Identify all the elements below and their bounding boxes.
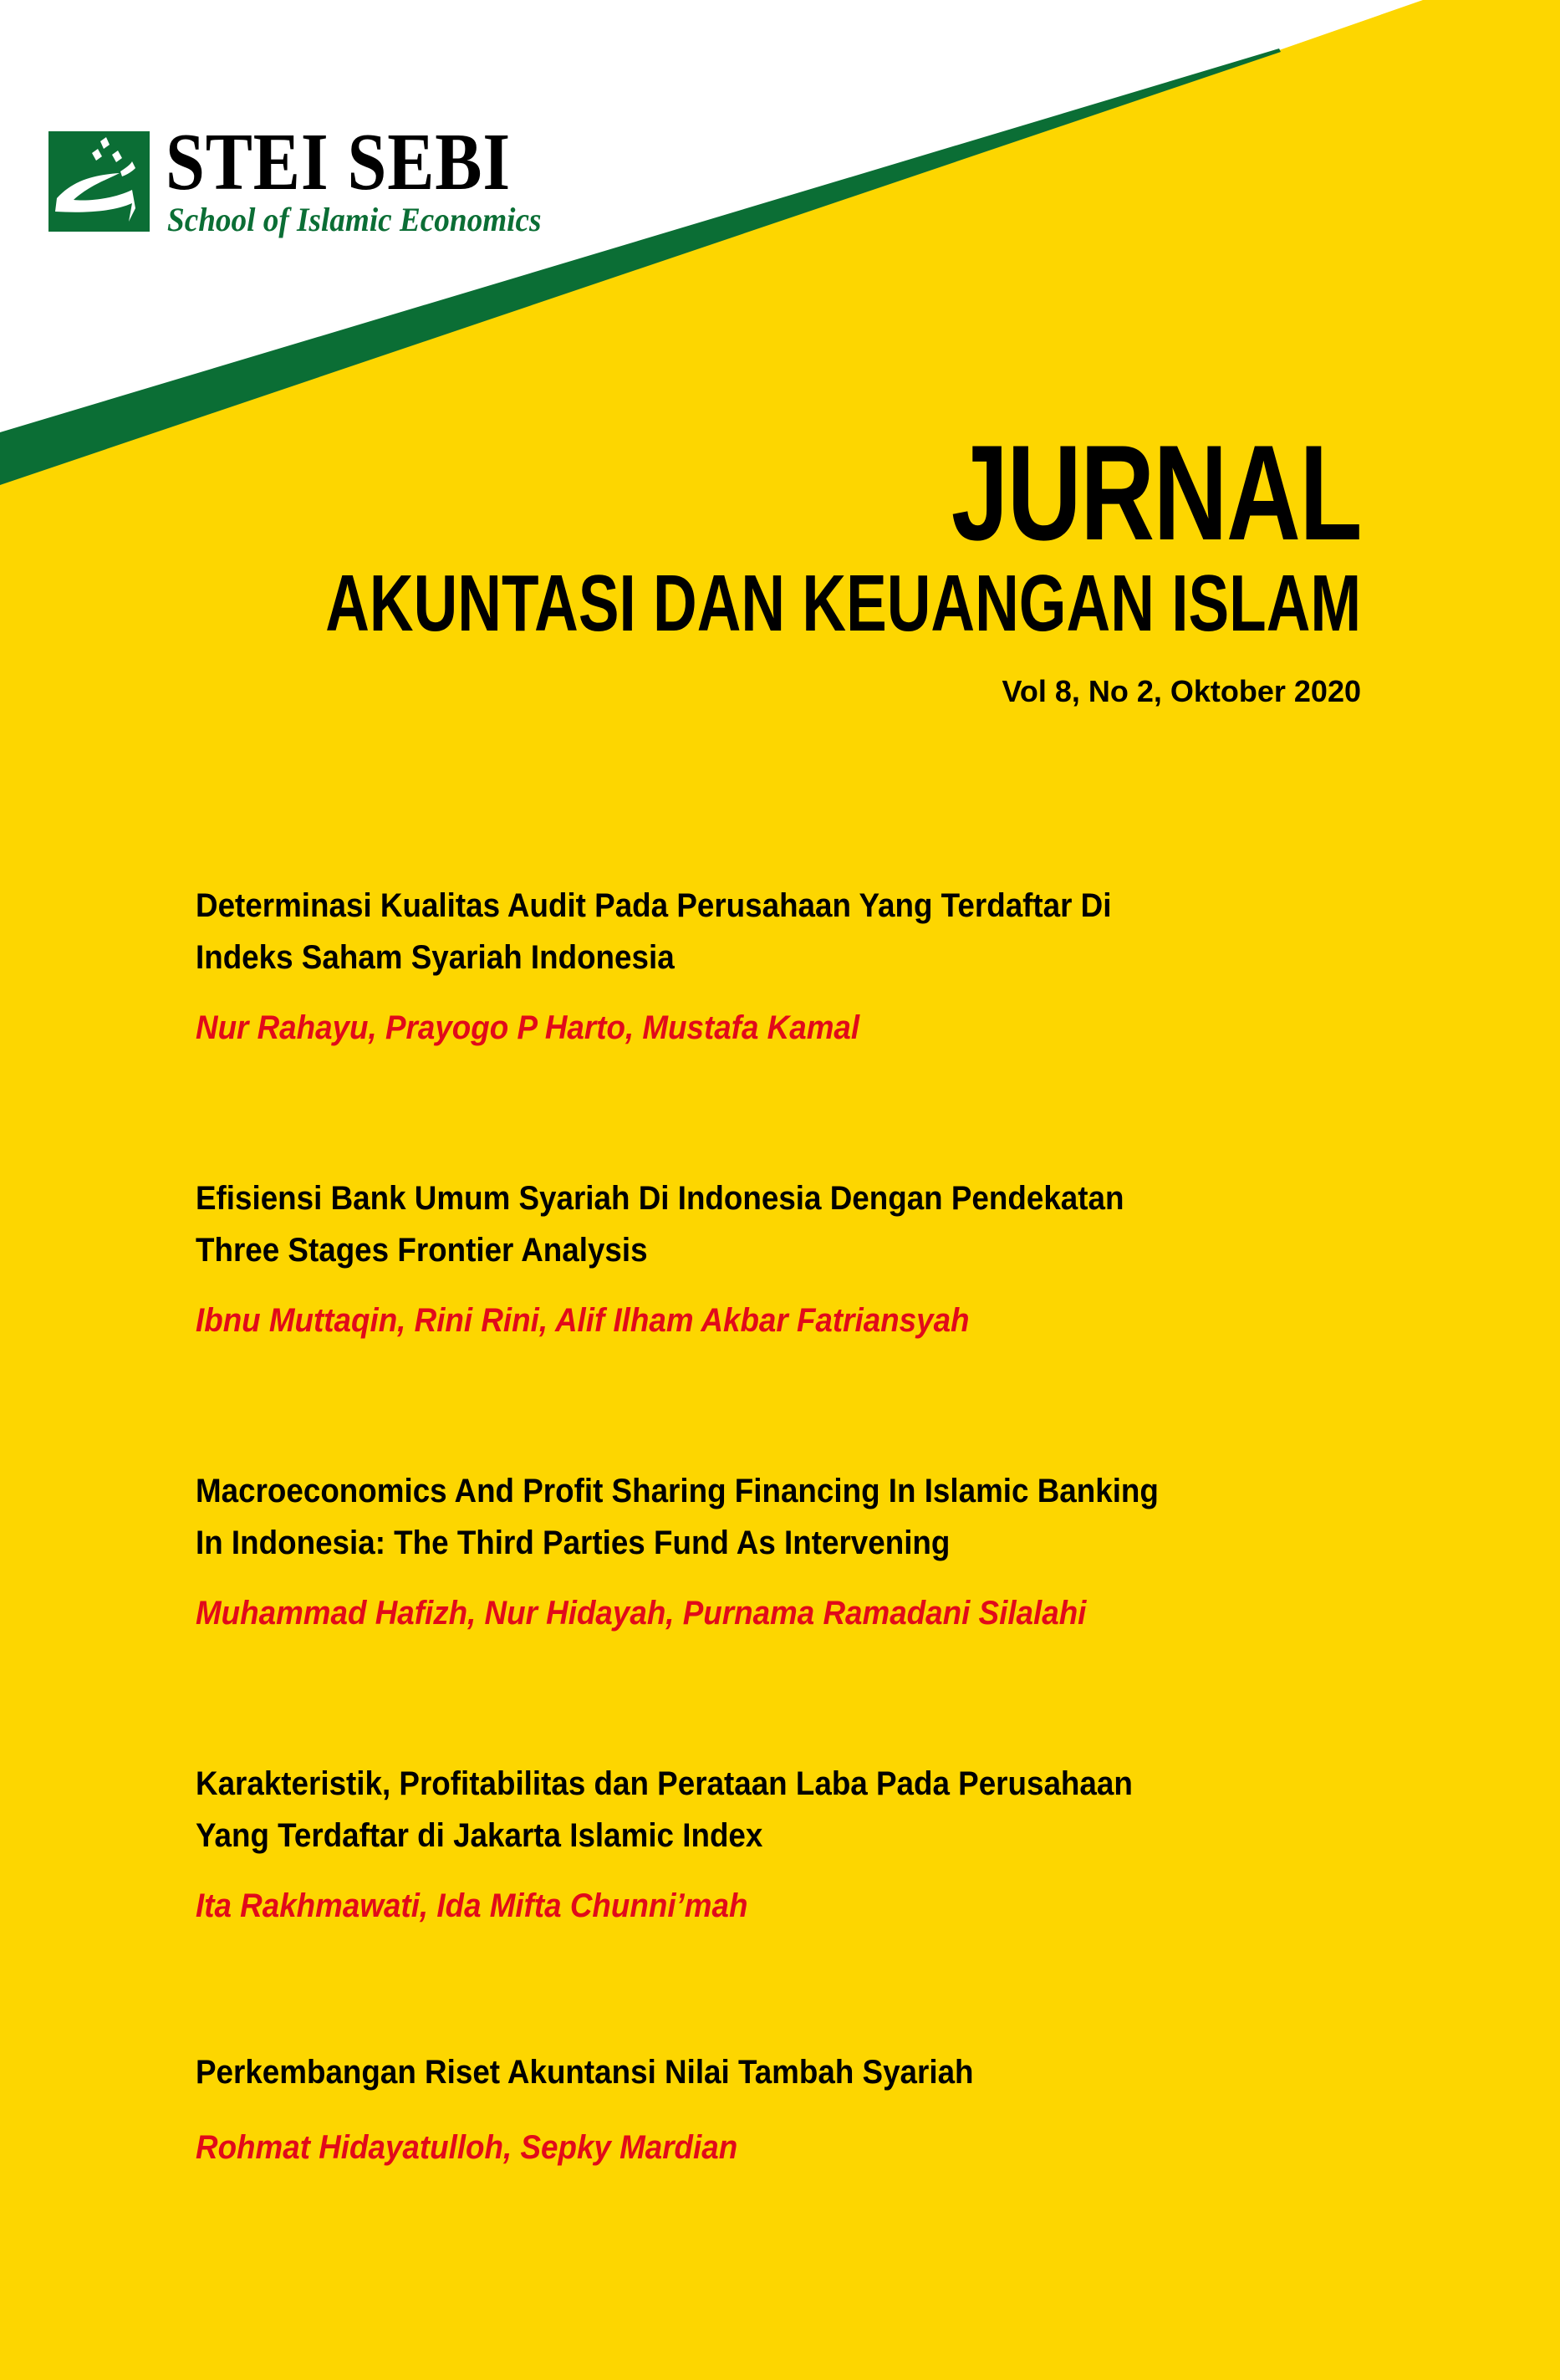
journal-subtitle: AKUNTASI DAN KEUANGAN ISLAM	[325, 559, 1361, 648]
arabic-calligraphy-logo-icon	[48, 131, 150, 232]
article-title-line: Indeks Saham Syariah Indonesia	[196, 939, 675, 976]
article-title	[196, 880, 1395, 983]
issue-info: Vol 8, No 2, Oktober 2020	[1002, 674, 1361, 708]
article-entry	[196, 1172, 1383, 1341]
article-title-line: Three Stages Frontier Analysis	[196, 1232, 648, 1269]
article-title	[196, 1758, 1395, 1862]
institution-tagline: School of Islamic Economics	[167, 201, 542, 238]
article-title	[196, 2046, 1395, 2098]
article-authors: Ita Rakhmawati, Ida Mifta Chunni’mah	[196, 1887, 748, 1924]
article-entry	[196, 1465, 1383, 1634]
article-title	[196, 1172, 1395, 1276]
article-entry	[196, 2046, 1383, 2168]
institution-name: STEI SEBI	[166, 117, 512, 207]
article-title	[196, 1465, 1395, 1569]
article-entry	[196, 880, 1383, 1049]
article-title-line: Perkembangan Riset Akuntansi Nilai Tambah Syariah	[196, 2054, 974, 2091]
article-entry	[196, 1758, 1383, 1927]
article-authors: Ibnu Muttaqin, Rini Rini, Alif Ilham Akbar Fatriansyah	[196, 1302, 970, 1339]
article-authors: Nur Rahayu, Prayogo P Harto, Mustafa Kamal	[196, 1009, 860, 1046]
article-title-line: Determinasi Kualitas Audit Pada Perusahaan Yang Terdaftar Di	[196, 887, 1112, 924]
article-title-line: Karakteristik, Profitabilitas dan Perataan Laba Pada Perusahaan	[196, 1765, 1133, 1802]
article-title-line: Yang Terdaftar di Jakarta Islamic Index	[196, 1817, 763, 1854]
article-title-line: In Indonesia: The Third Parties Fund As Intervening	[196, 1525, 951, 1561]
journal-title: JURNAL	[951, 417, 1361, 569]
article-title-line: Macroeconomics And Profit Sharing Financing In Islamic Banking	[196, 1473, 1159, 1509]
article-authors: Rohmat Hidayatulloh, Sepky Mardian	[196, 2129, 738, 2166]
article-authors: Muhammad Hafizh, Nur Hidayah, Purnama Ramadani Silalahi	[196, 1595, 1087, 1632]
article-title-line: Efisiensi Bank Umum Syariah Di Indonesia Dengan Pendekatan	[196, 1180, 1124, 1217]
